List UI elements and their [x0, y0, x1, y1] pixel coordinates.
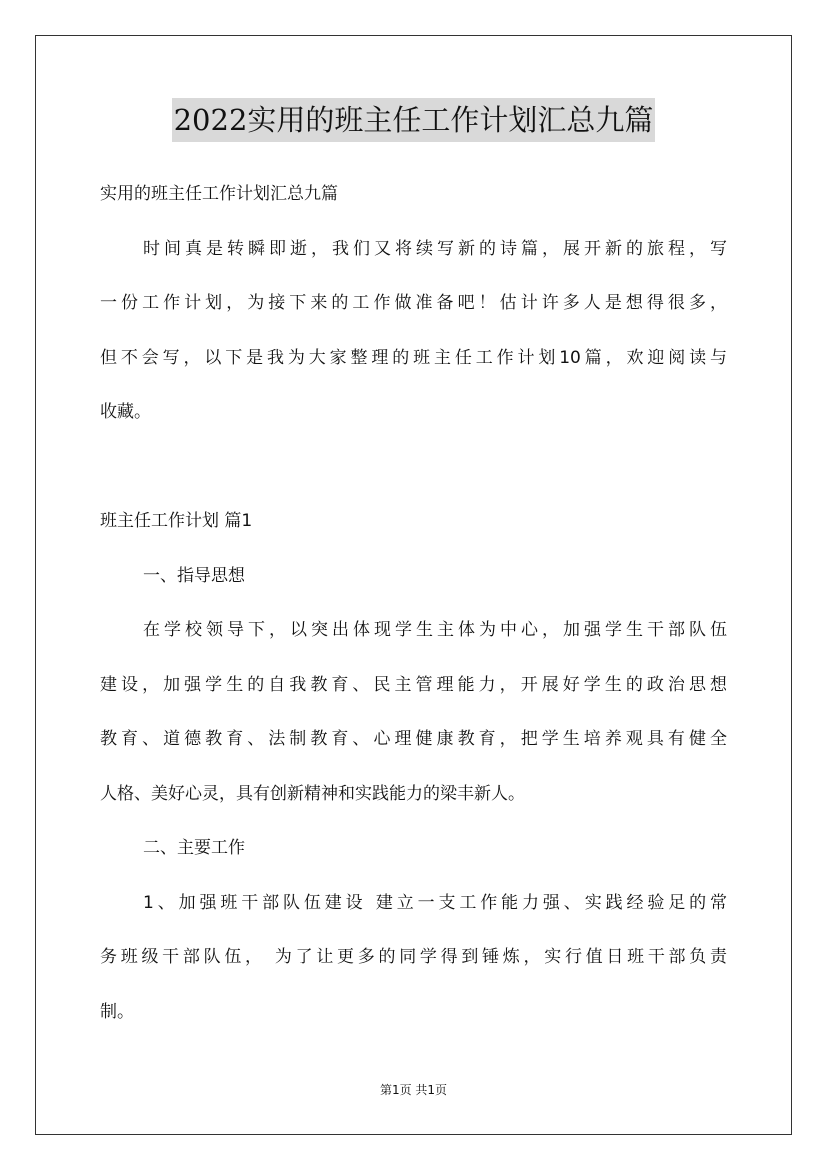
part2-heading: 二、主要工作	[143, 838, 245, 858]
document-title: 2022实用的班主任工作计划汇总九篇	[172, 98, 656, 142]
subtitle: 实用的班主任工作计划汇总九篇	[100, 184, 338, 204]
part1-line-3: 教育、道德教育、法制教育、心理健康教育，把学生培养观具有健全	[100, 729, 727, 749]
part1-heading: 一、指导思想	[143, 565, 245, 586]
part1-line-2: 建设，加强学生的自我教育、民主管理能力，开展好学生的政治思想	[100, 674, 727, 695]
document-body	[100, 176, 727, 1048]
intro-line-2: 一份工作计划，为接下来的工作做准备吧！估计许多人是想得很多，	[100, 293, 727, 313]
intro-line-4: 收藏。	[100, 402, 151, 422]
title-container	[0, 98, 827, 142]
part1-line-4: 人格、美好心灵，具有创新精神和实践能力的梁丰新人。	[100, 783, 525, 804]
part2-line-1: 1、加强班干部队伍建设 建立一支工作能力强、实践经验足的常	[143, 892, 727, 913]
intro-line-1: 时间真是转瞬即逝，我们又将续写新的诗篇，展开新的旅程，写	[143, 238, 727, 259]
part2-line-3: 制。	[100, 1001, 134, 1022]
intro-line-3: 但不会写，以下是我为大家整理的班主任工作计划10篇，欢迎阅读与	[100, 347, 727, 368]
section-heading: 班主任工作计划 篇1	[100, 511, 253, 531]
page-footer: 第1页 共1页	[379, 1083, 448, 1097]
part2-line-2: 务班级干部队伍， 为了让更多的同学得到锤炼，实行值日班干部负责	[100, 947, 727, 967]
paragraph-gap	[100, 449, 727, 504]
part1-line-1: 在学校领导下，以突出体现学生主体为中心，加强学生干部队伍	[143, 620, 727, 640]
